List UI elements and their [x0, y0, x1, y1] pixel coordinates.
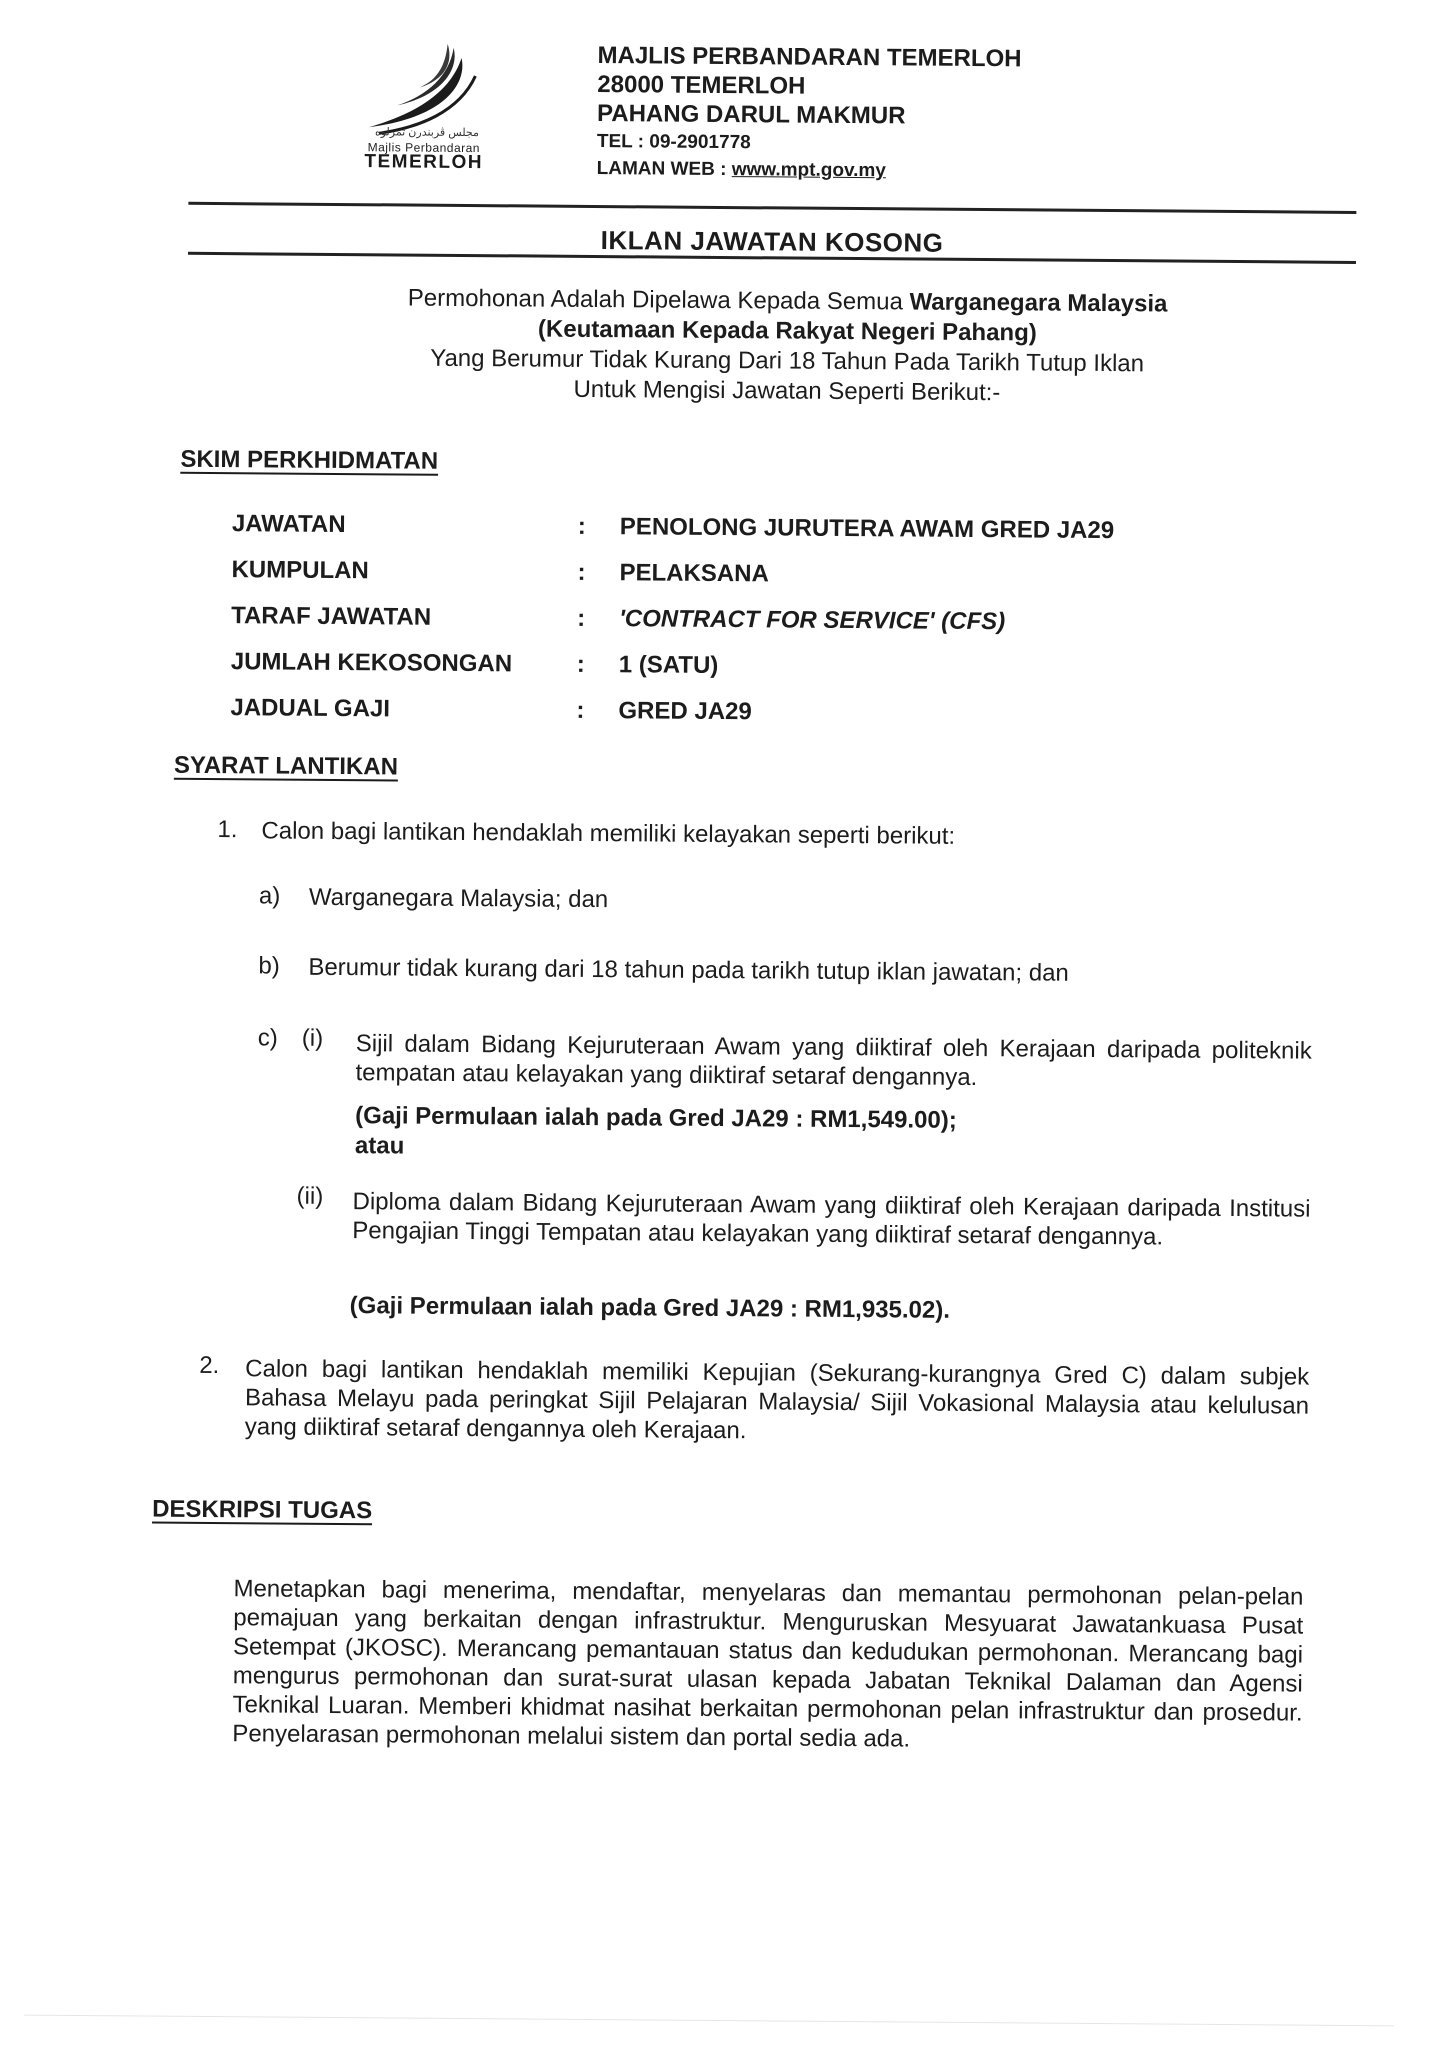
web-label: LAMAN WEB : [596, 158, 732, 181]
scheme-details-table [230, 510, 1232, 748]
intro-line-1-prefix: Permohonan Adalah Dipelawa Kepada Semua [407, 284, 910, 316]
council-telephone [597, 128, 1117, 159]
website-link[interactable]: www.mpt.gov.my [731, 159, 886, 182]
requirement-c-ii-label: (ii) [296, 1182, 324, 1210]
logo-subtitle: Majlis Perbandaran [367, 140, 481, 156]
scheme-row-label: JAWATAN [231, 510, 346, 539]
requirement-b-label: b) [258, 952, 280, 980]
logo-name: TEMERLOH [364, 151, 484, 174]
scheme-row-value: 1 (SATU) [618, 651, 719, 679]
requirement-1-text: Calon bagi lantikan hendaklah memiliki kelayakan seperti berikut: [261, 817, 956, 850]
requirement-2-text: Calon bagi lantikan hendaklah memiliki Kepujian (Sekurang-kurangnya Gred C) dalam subjek Bahasa Melayu pada peringkat Sijil Pelajaran Malaysia/ Sijil Vokasional Malaysia atau kelulusan yang diiktiraf setaraf dengannya oleh Kerajaan. [244, 1355, 1310, 1445]
tel-label: TEL : [596, 131, 650, 153]
scheme-heading: SKIM PERKHIDMATAN [180, 445, 439, 475]
scheme-row-separator: : [577, 512, 586, 540]
council-state: PAHANG DARUL MAKMUR [596, 100, 906, 130]
requirement-c-i-or: atau [354, 1132, 405, 1160]
scheme-row [231, 602, 1231, 656]
scheme-row-value: GRED JA29 [618, 697, 752, 726]
intro-paragraph [287, 283, 1288, 411]
scheme-row [231, 556, 1231, 610]
requirement-c-i-text: Sijil dalam Bidang Kejuruteraan Awam yang diiktiraf oleh Kerajaan daripada politeknik tempatan atau kelayakan yang diiktiraf setaraf dengannya. [355, 1030, 1312, 1092]
scheme-row-value: PENOLONG JURUTERA AWAM GRED JA29 [619, 513, 1115, 545]
intro-line-3: Yang Berumur Tidak Kurang Dari 18 Tahun Pada Tarikh Tutup Iklan [430, 344, 1145, 378]
council-address [597, 41, 1118, 186]
duties-heading: DESKRIPSI TUGAS [152, 1495, 373, 1525]
scheme-row-separator: : [576, 650, 585, 678]
scheme-row-label: TARAF JAWATAN [231, 602, 432, 631]
council-website [597, 155, 1117, 186]
requirement-c-ii-salary: (Gaji Permulaan ialah pada Gred JA29 : RM1,935.02). [349, 1292, 951, 1324]
requirement-c-label: c) [257, 1024, 278, 1052]
intro-line-4: Untuk Mengisi Jawatan Seperti Berikut:- [573, 375, 1001, 407]
scheme-row [232, 510, 1232, 564]
scheme-row-label: KUMPULAN [231, 556, 369, 585]
logo-arabic-text: مجلس ڤربندرن تمرلوه [374, 126, 479, 140]
duties-description: Menetapkan bagi menerima, mendaftar, menyelaras dan memantau permohonan pelan-pelan pemajuan yang berkaitan dengan infrastruktur. Menguruskan Mesyuarat Jawatankuasa Pusat Setempat (JKOSC). Merancang pemantauan status dan kedudukan permohonan. Merancang bagi mengurus permohonan dan surat-surat ulasan kepada Jabatan Teknikal Dalaman dan Agensi Teknikal Luaran. Memberi khidmat nasihat berkaitan permohonan pelan infrastruktur dan prosedur. Penyelarasan permohonan melalui sistem dan portal sedia ada. [232, 1575, 1304, 1753]
requirement-a-label: a) [258, 882, 281, 910]
header-divider-top [188, 202, 1356, 214]
intro-line-1-bold: Warganegara Malaysia [909, 288, 1168, 318]
page-bottom-edge [24, 2015, 1394, 2027]
requirement-c-ii-text: Diploma dalam Bidang Kejuruteraan Awam yang diiktiraf oleh Kerajaan daripada Institusi Pengajian Tinggi Tempatan atau kelayakan yang diiktiraf setaraf dengannya. [352, 1188, 1311, 1251]
requirement-c-i-label: (i) [301, 1024, 324, 1052]
scheme-row-value: 'CONTRACT FOR SERVICE' (CFS) [619, 605, 1006, 636]
council-name: MAJLIS PERBANDARAN TEMERLOH [597, 42, 1022, 73]
requirement-b-text: Berumur tidak kurang dari 18 tahun pada tarikh tutup iklan jawatan; dan [308, 953, 1069, 987]
scheme-row [230, 694, 1230, 748]
council-postcode-city: 28000 TEMERLOH [597, 71, 806, 100]
scheme-row-separator: : [577, 558, 586, 586]
requirement-a-text: Warganegara Malaysia; dan [308, 883, 609, 914]
scheme-row-value: PELAKSANA [619, 559, 769, 588]
advertisement-title: IKLAN JAWATAN KOSONG [600, 225, 944, 258]
requirement-number-2: 2. [199, 1351, 220, 1380]
scheme-row-label: JUMLAH KEKOSONGAN [230, 648, 513, 678]
requirement-number-1: 1. [217, 816, 238, 844]
requirement-c-i-salary: (Gaji Permulaan ialah pada Gred JA29 : RM1,549.00); [355, 1102, 957, 1134]
tel-number: 09-2901778 [649, 131, 751, 154]
requirements-heading: SYARAT LANTIKAN [173, 751, 399, 781]
scheme-row-label: JADUAL GAJI [230, 694, 391, 723]
scheme-row-separator: : [577, 604, 586, 632]
scheme-row [231, 648, 1231, 702]
intro-line-2: (Keutamaan Kepada Rakyat Negeri Pahang) [537, 315, 1037, 347]
scheme-row-separator: : [576, 696, 585, 724]
